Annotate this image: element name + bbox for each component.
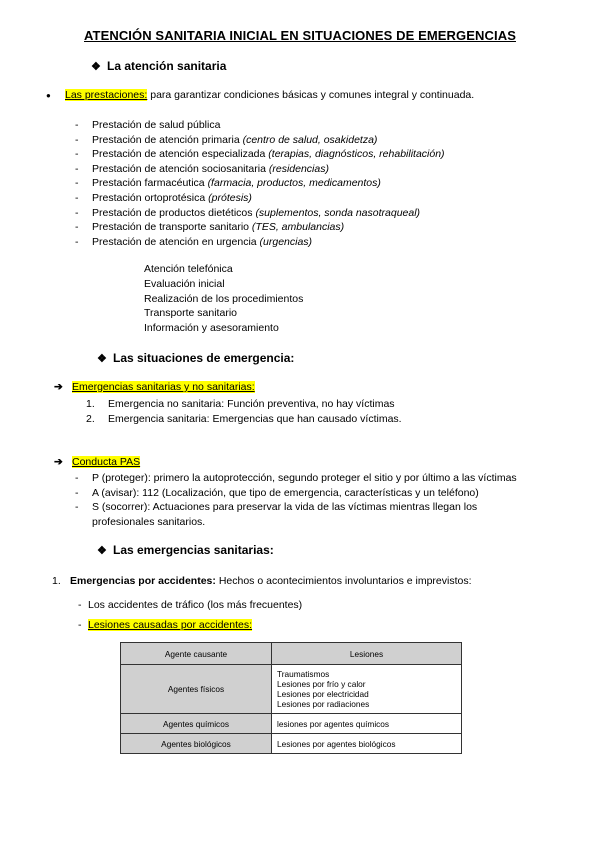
list-item: - A (avisar): 112 (Localización, que tipo de emergencia, características y un teléfono) (75, 486, 479, 499)
list-item: - Prestación de productos dietéticos (suplementos, sonda nasotraqueal) (75, 206, 421, 219)
list-item: - P (proteger): primero la autoprotección, segundo proteger el sitio y por último a las víctimas (75, 472, 517, 484)
page-title: ATENCIÓN SANITARIA INICIAL EN SITUACIONES DE EMERGENCIAS (84, 28, 516, 43)
list-item: - Prestación de salud pública (75, 119, 221, 131)
list-item-continuation: profesionales sanitarios. (92, 515, 206, 528)
list-item: - Prestación farmacéutica (farmacia, productos, medicamentos) (75, 177, 381, 190)
table-cell-agent: Agentes biológicos (121, 734, 272, 754)
list-item: - Prestación de atención en urgencia (urgencias) (75, 235, 313, 248)
section-heading-atencion (91, 59, 226, 73)
accidentes-paragraph: 1. Emergencias por accidentes: Hechos o acontecimientos involuntarios e imprevistos: (52, 575, 472, 587)
accidentes-text: Hechos o acontecimientos involuntarios e imprevistos: (215, 575, 472, 587)
section-heading-text: Las emergencias sanitarias: (113, 543, 274, 557)
diamond-bullet-icon: ❖ (97, 353, 107, 365)
list-item: Evaluación inicial (144, 277, 225, 290)
prestaciones-text: para garantizar condiciones básicas y comunes integral y continuada. (147, 89, 475, 101)
section-heading-text: Las situaciones de emergencia: (113, 351, 295, 365)
table-cell-lesiones: Traumatismos Lesiones por frío y calor Lesiones por electricidad Lesiones por radiaciones (272, 665, 462, 714)
table-row (121, 734, 462, 754)
section-heading-situaciones (97, 351, 294, 365)
prestaciones-list (75, 118, 445, 249)
table-row (121, 665, 462, 714)
arrow-right-icon: ➔ (54, 381, 63, 393)
list-item: - S (socorrer): Actuaciones para preservar la vida de las víctimas mientras llegan los (75, 501, 478, 514)
emergencias-label: Emergencias sanitarias y no sanitarias: (72, 381, 255, 393)
table-header-cell: Agente causante (121, 643, 272, 665)
prestaciones-paragraph (46, 89, 474, 101)
bullet-icon: ● (46, 91, 51, 100)
list-item: Información y asesoramiento (144, 322, 279, 335)
urgencia-subitems (144, 262, 303, 336)
section-heading-text: La atención sanitaria (107, 59, 227, 73)
list-item: Transporte sanitario (144, 307, 237, 320)
pas-list (75, 471, 517, 529)
list-item: - Prestación de transporte sanitario (TES, ambulancias) (75, 221, 345, 234)
table-row (121, 714, 462, 734)
table-header-row (121, 643, 462, 665)
table-cell-lesiones: Lesiones por agentes biológicos (272, 734, 462, 754)
lesiones-label: Lesiones causadas por accidentes: (88, 619, 253, 631)
list-item: - Prestación de atención sociosanitaria (residencias) (75, 162, 329, 175)
diamond-bullet-icon: ❖ (97, 545, 107, 557)
list-item: - Prestación de atención especializada (terapias, diagnósticos, rehabilitación) (75, 148, 445, 161)
list-item: - Los accidentes de tráfico (los más frecuentes) (78, 599, 303, 611)
emergencias-label-line (54, 381, 255, 393)
pas-label: Conducta PAS (72, 456, 141, 468)
section-heading-emergencias-sanitarias (97, 543, 274, 557)
arrow-right-icon: ➔ (54, 456, 63, 468)
list-item: - Prestación ortoprotésica (prótesis) (75, 191, 252, 204)
accidentes-label: Emergencias por accidentes: (70, 575, 216, 587)
list-item: 1. Emergencia no sanitaria: Función preventiva, no hay víctimas (86, 398, 395, 410)
list-item: Realización de los procedimientos (144, 292, 304, 305)
list-item: - Prestación de atención primaria (centro de salud, osakidetza) (75, 133, 378, 146)
list-item: - Lesiones causadas por accidentes: (78, 619, 253, 631)
table-header-cell: Lesiones (272, 643, 462, 665)
table-cell-lesiones: lesiones por agentes químicos (272, 714, 462, 734)
table-cell-agent: Agentes físicos (121, 665, 272, 714)
lesiones-table (120, 642, 462, 754)
pas-label-line (54, 456, 140, 468)
emergencias-list (86, 397, 402, 427)
table-cell-agent: Agentes químicos (121, 714, 272, 734)
list-item: Atención telefónica (144, 263, 233, 275)
list-item: 2. Emergencia sanitaria: Emergencias que han causado víctimas. (86, 413, 402, 425)
prestaciones-label: Las prestaciones: (65, 89, 148, 101)
diamond-bullet-icon: ❖ (91, 61, 101, 73)
